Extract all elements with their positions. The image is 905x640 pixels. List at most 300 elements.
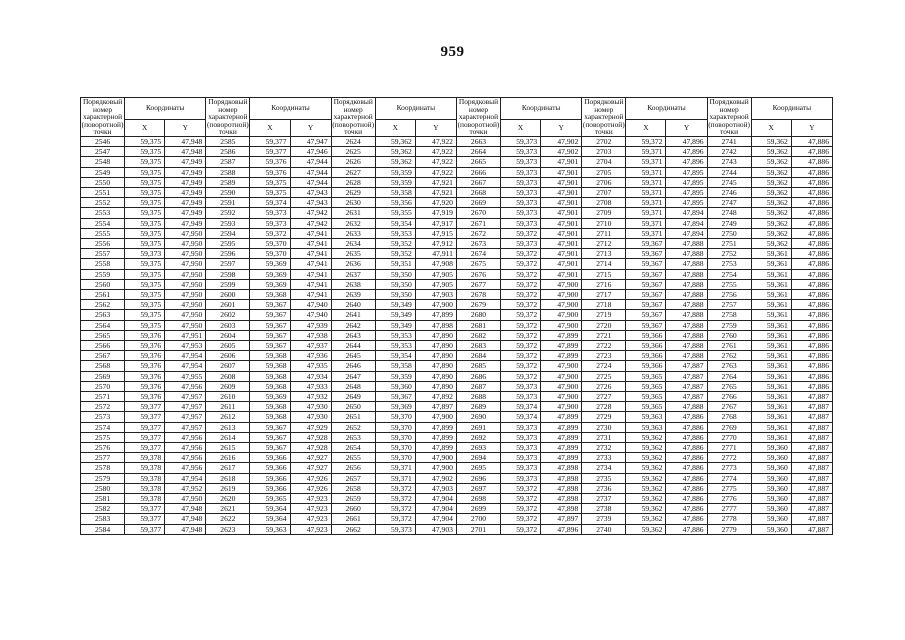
point-number: 2580: [81, 483, 125, 493]
y-value: 47,948: [165, 147, 206, 157]
x-value: 59,372: [375, 514, 415, 524]
x-value: 59,373: [375, 524, 415, 534]
x-value: 59,373: [501, 198, 541, 208]
point-number: 2723: [582, 351, 626, 361]
y-value: 47,923: [290, 494, 331, 504]
point-number: 2597: [206, 259, 250, 269]
x-value: 59,371: [626, 208, 666, 218]
y-value: 47,900: [541, 371, 582, 381]
y-value: 47,886: [666, 514, 707, 524]
y-value: 47,949: [165, 167, 206, 177]
x-value: 59,362: [751, 228, 791, 238]
x-value: 59,375: [125, 136, 165, 146]
table-body: [81, 136, 833, 534]
x-value: 59,362: [626, 443, 666, 453]
table-row: [81, 269, 833, 279]
y-header: Y: [666, 119, 707, 136]
y-value: 47,946: [290, 147, 331, 157]
point-number: 2592: [206, 208, 250, 218]
point-number: 2670: [456, 208, 500, 218]
x-value: 59,361: [751, 371, 791, 381]
point-number: 2610: [206, 392, 250, 402]
y-value: 47,898: [541, 473, 582, 483]
x-value: 59,370: [375, 432, 415, 442]
y-value: 47,936: [290, 351, 331, 361]
table-row: [81, 218, 833, 228]
x-value: 59,362: [375, 136, 415, 146]
y-value: 47,886: [791, 218, 832, 228]
point-number: 2585: [206, 136, 250, 146]
y-value: 47,886: [791, 290, 832, 300]
y-value: 47,928: [290, 443, 331, 453]
y-value: 47,886: [791, 177, 832, 187]
y-value: 47,886: [666, 473, 707, 483]
y-value: 47,948: [165, 514, 206, 524]
x-value: 59,373: [501, 147, 541, 157]
point-number: 2570: [81, 381, 125, 391]
table-row: [81, 483, 833, 493]
point-number: 2778: [707, 514, 751, 524]
y-value: 47,896: [666, 147, 707, 157]
x-value: 59,360: [751, 463, 791, 473]
x-value: 59,362: [751, 177, 791, 187]
y-value: 47,886: [666, 524, 707, 534]
y-value: 47,950: [165, 239, 206, 249]
y-value: 47,917: [415, 218, 456, 228]
y-value: 47,895: [666, 167, 707, 177]
point-number: 2608: [206, 371, 250, 381]
point-number: 2700: [456, 514, 500, 524]
x-value: 59,373: [250, 218, 290, 228]
x-value: 59,374: [501, 402, 541, 412]
x-header: X: [375, 119, 415, 136]
y-value: 47,892: [415, 392, 456, 402]
y-value: 47,948: [165, 136, 206, 146]
y-value: 47,900: [541, 320, 582, 330]
point-number: 2718: [582, 300, 626, 310]
x-value: 59,364: [250, 514, 290, 524]
y-value: 47,902: [415, 473, 456, 483]
x-value: 59,375: [125, 310, 165, 320]
x-value: 59,367: [626, 239, 666, 249]
point-number: 2716: [582, 279, 626, 289]
y-value: 47,898: [541, 483, 582, 493]
point-number: 2731: [582, 432, 626, 442]
x-value: 59,372: [626, 136, 666, 146]
x-value: 59,372: [501, 361, 541, 371]
point-number: 2552: [81, 198, 125, 208]
y-value: 47,899: [415, 422, 456, 432]
point-number: 2681: [456, 320, 500, 330]
y-value: 47,887: [791, 453, 832, 463]
x-value: 59,366: [250, 463, 290, 473]
x-value: 59,360: [751, 524, 791, 534]
x-value: 59,366: [626, 341, 666, 351]
x-value: 59,371: [626, 198, 666, 208]
x-value: 59,361: [751, 279, 791, 289]
x-value: 59,366: [626, 361, 666, 371]
y-value: 47,903: [415, 524, 456, 534]
y-value: 47,887: [791, 473, 832, 483]
y-value: 47,922: [415, 167, 456, 177]
point-number: 2726: [582, 381, 626, 391]
y-value: 47,933: [290, 381, 331, 391]
point-number: 2686: [456, 371, 500, 381]
point-number: 2743: [707, 157, 751, 167]
x-value: 59,372: [501, 269, 541, 279]
point-number: 2605: [206, 341, 250, 351]
x-value: 59,370: [375, 453, 415, 463]
y-value: 47,886: [666, 432, 707, 442]
point-number: 2599: [206, 279, 250, 289]
x-value: 59,367: [250, 320, 290, 330]
x-value: 59,367: [250, 300, 290, 310]
point-number: 2685: [456, 361, 500, 371]
x-value: 59,350: [375, 290, 415, 300]
table-row: [81, 524, 833, 534]
point-number: 2644: [331, 341, 375, 351]
y-value: 47,920: [415, 198, 456, 208]
point-number: 2689: [456, 402, 500, 412]
point-number: 2656: [331, 463, 375, 473]
point-number: 2645: [331, 351, 375, 361]
point-number: 2582: [81, 504, 125, 514]
x-value: 59,378: [125, 463, 165, 473]
point-number: 2749: [707, 218, 751, 228]
y-value: 47,901: [541, 198, 582, 208]
y-value: 47,886: [791, 228, 832, 238]
x-value: 59,372: [501, 290, 541, 300]
x-value: 59,370: [375, 443, 415, 453]
point-number: 2588: [206, 167, 250, 177]
x-header: X: [501, 119, 541, 136]
y-value: 47,930: [290, 412, 331, 422]
y-value: 47,901: [541, 228, 582, 238]
point-number: 2589: [206, 177, 250, 187]
y-value: 47,950: [165, 279, 206, 289]
point-number: 2560: [81, 279, 125, 289]
point-number: 2607: [206, 361, 250, 371]
y-value: 47,941: [290, 279, 331, 289]
point-number: 2598: [206, 269, 250, 279]
y-value: 47,886: [666, 494, 707, 504]
point-number: 2669: [456, 198, 500, 208]
point-number: 2642: [331, 320, 375, 330]
y-value: 47,901: [541, 218, 582, 228]
y-value: 47,956: [165, 381, 206, 391]
y-value: 47,887: [791, 422, 832, 432]
x-value: 59,365: [626, 381, 666, 391]
point-number: 2578: [81, 463, 125, 473]
y-value: 47,886: [791, 371, 832, 381]
table-row: [81, 310, 833, 320]
y-value: 47,940: [290, 310, 331, 320]
table-row: [81, 504, 833, 514]
point-number: 2648: [331, 381, 375, 391]
table-row: [81, 167, 833, 177]
point-number: 2633: [331, 228, 375, 238]
point-number: 2556: [81, 239, 125, 249]
x-header: X: [250, 119, 290, 136]
y-value: 47,900: [415, 453, 456, 463]
point-number: 2554: [81, 218, 125, 228]
point-number: 2572: [81, 402, 125, 412]
x-value: 59,361: [751, 422, 791, 432]
x-value: 59,377: [250, 147, 290, 157]
y-value: 47,923: [290, 524, 331, 534]
y-value: 47,956: [165, 453, 206, 463]
y-value: 47,949: [165, 187, 206, 197]
y-value: 47,903: [415, 290, 456, 300]
page-number: 959: [440, 44, 465, 60]
y-value: 47,941: [290, 290, 331, 300]
y-value: 47,930: [290, 402, 331, 412]
point-number: 2576: [81, 443, 125, 453]
y-value: 47,911: [415, 249, 456, 259]
x-value: 59,371: [375, 463, 415, 473]
point-number: 2664: [456, 147, 500, 157]
y-value: 47,956: [165, 443, 206, 453]
x-value: 59,373: [501, 432, 541, 442]
y-value: 47,899: [415, 432, 456, 442]
y-value: 47,895: [666, 177, 707, 187]
y-header: Y: [791, 119, 832, 136]
table-row: [81, 157, 833, 167]
point-number: 2594: [206, 228, 250, 238]
point-number: 2558: [81, 259, 125, 269]
point-number: 2775: [707, 483, 751, 493]
y-value: 47,899: [541, 341, 582, 351]
x-value: 59,373: [501, 463, 541, 473]
table-row: [81, 351, 833, 361]
x-value: 59,362: [751, 167, 791, 177]
y-value: 47,901: [541, 167, 582, 177]
point-number: 2590: [206, 187, 250, 197]
x-value: 59,363: [626, 412, 666, 422]
x-value: 59,372: [501, 524, 541, 534]
point-number: 2773: [707, 463, 751, 473]
point-number: 2617: [206, 463, 250, 473]
y-value: 47,899: [541, 453, 582, 463]
y-value: 47,943: [290, 187, 331, 197]
x-value: 59,359: [375, 167, 415, 177]
x-value: 59,366: [250, 483, 290, 493]
point-number: 2596: [206, 249, 250, 259]
point-number: 2575: [81, 432, 125, 442]
x-value: 59,362: [626, 524, 666, 534]
y-value: 47,904: [415, 494, 456, 504]
table-row: [81, 494, 833, 504]
x-value: 59,367: [250, 310, 290, 320]
x-value: 59,372: [375, 494, 415, 504]
point-number-header: Порядковый номер характерной (поворотной) точки: [206, 97, 249, 137]
point-number: 2643: [331, 330, 375, 340]
y-value: 47,899: [541, 330, 582, 340]
point-number: 2733: [582, 453, 626, 463]
y-value: 47,902: [541, 147, 582, 157]
y-value: 47,890: [415, 351, 456, 361]
point-number: 2729: [582, 412, 626, 422]
point-number: 2591: [206, 198, 250, 208]
point-number: 2606: [206, 351, 250, 361]
y-value: 47,896: [666, 136, 707, 146]
point-number: 2740: [582, 524, 626, 534]
point-number: 2583: [81, 514, 125, 524]
x-value: 59,362: [751, 157, 791, 167]
y-value: 47,886: [791, 330, 832, 340]
point-number: 2672: [456, 228, 500, 238]
x-value: 59,371: [626, 187, 666, 197]
table-row: [81, 371, 833, 381]
x-value: 59,371: [626, 177, 666, 187]
point-number: 2722: [582, 341, 626, 351]
point-number: 2632: [331, 218, 375, 228]
y-value: 47,900: [541, 290, 582, 300]
x-value: 59,371: [626, 167, 666, 177]
point-number: 2704: [582, 157, 626, 167]
y-value: 47,888: [666, 269, 707, 279]
y-value: 47,901: [541, 269, 582, 279]
y-value: 47,950: [165, 259, 206, 269]
y-value: 47,899: [541, 412, 582, 422]
x-value: 59,358: [375, 361, 415, 371]
x-value: 59,362: [626, 494, 666, 504]
point-number: 2640: [331, 300, 375, 310]
point-number: 2634: [331, 239, 375, 249]
y-value: 47,899: [415, 310, 456, 320]
x-value: 59,361: [751, 392, 791, 402]
x-value: 59,360: [751, 483, 791, 493]
point-number: 2571: [81, 392, 125, 402]
y-value: 47,904: [415, 504, 456, 514]
table-row: [81, 432, 833, 442]
x-value: 59,361: [751, 361, 791, 371]
y-value: 47,888: [666, 351, 707, 361]
point-number: 2593: [206, 218, 250, 228]
y-value: 47,951: [165, 330, 206, 340]
point-number: 2655: [331, 453, 375, 463]
y-value: 47,950: [165, 494, 206, 504]
table-row: [81, 341, 833, 351]
y-value: 47,937: [290, 341, 331, 351]
x-value: 59,365: [626, 371, 666, 381]
x-value: 59,375: [125, 218, 165, 228]
x-value: 59,362: [751, 187, 791, 197]
y-value: 47,886: [791, 167, 832, 177]
point-number-header: Порядковый номер характерной (поворотной) точки: [81, 97, 124, 137]
point-number: 2615: [206, 443, 250, 453]
coordinates-header: Координаты: [501, 98, 582, 120]
x-value: 59,363: [250, 524, 290, 534]
x-value: 59,360: [751, 453, 791, 463]
y-value: 47,952: [165, 483, 206, 493]
x-value: 59,361: [751, 320, 791, 330]
y-value: 47,886: [791, 269, 832, 279]
point-number: 2687: [456, 381, 500, 391]
x-value: 59,365: [250, 494, 290, 504]
x-value: 59,377: [125, 412, 165, 422]
x-value: 59,361: [751, 381, 791, 391]
point-number: 2767: [707, 402, 751, 412]
point-number: 2568: [81, 361, 125, 371]
x-value: 59,367: [250, 341, 290, 351]
point-number: 2748: [707, 208, 751, 218]
point-number: 2702: [582, 136, 626, 146]
x-value: 59,361: [751, 249, 791, 259]
y-value: 47,886: [666, 453, 707, 463]
y-value: 47,887: [791, 443, 832, 453]
table-row: [81, 239, 833, 249]
x-value: 59,361: [751, 341, 791, 351]
point-number: 2745: [707, 177, 751, 187]
y-value: 47,886: [666, 443, 707, 453]
table-row: [81, 136, 833, 146]
point-number: 2674: [456, 249, 500, 259]
x-value: 59,375: [250, 177, 290, 187]
point-number: 2755: [707, 279, 751, 289]
y-value: 47,887: [791, 504, 832, 514]
x-value: 59,376: [125, 351, 165, 361]
x-value: 59,367: [626, 259, 666, 269]
x-value: 59,362: [751, 198, 791, 208]
point-number: 2563: [81, 310, 125, 320]
x-value: 59,359: [375, 177, 415, 187]
y-value: 47,886: [791, 381, 832, 391]
y-value: 47,896: [541, 524, 582, 534]
x-value: 59,375: [125, 198, 165, 208]
x-value: 59,362: [751, 147, 791, 157]
x-value: 59,351: [375, 259, 415, 269]
x-value: 59,377: [125, 514, 165, 524]
y-value: 47,950: [165, 320, 206, 330]
x-value: 59,354: [375, 351, 415, 361]
y-value: 47,886: [791, 187, 832, 197]
x-value: 59,376: [125, 341, 165, 351]
point-number: 2746: [707, 187, 751, 197]
x-value: 59,369: [250, 392, 290, 402]
point-number: 2765: [707, 381, 751, 391]
y-value: 47,927: [290, 463, 331, 473]
point-number: 2611: [206, 402, 250, 412]
x-value: 59,353: [375, 341, 415, 351]
y-value: 47,950: [165, 310, 206, 320]
x-value: 59,373: [501, 443, 541, 453]
point-number: 2691: [456, 422, 500, 432]
x-value: 59,378: [125, 453, 165, 463]
x-value: 59,371: [626, 157, 666, 167]
point-number: 2769: [707, 422, 751, 432]
x-value: 59,376: [125, 330, 165, 340]
point-number: 2671: [456, 218, 500, 228]
y-value: 47,922: [415, 147, 456, 157]
x-value: 59,376: [250, 167, 290, 177]
x-value: 59,362: [626, 453, 666, 463]
point-number: 2559: [81, 269, 125, 279]
point-number: 2774: [707, 473, 751, 483]
point-number: 2616: [206, 453, 250, 463]
y-value: 47,888: [666, 300, 707, 310]
y-value: 47,890: [415, 371, 456, 381]
point-number-header: Порядковый номер характерной (поворотной) точки: [332, 97, 375, 137]
y-value: 47,901: [541, 187, 582, 197]
x-value: 59,376: [250, 157, 290, 167]
table-row: [81, 259, 833, 269]
y-value: 47,905: [415, 269, 456, 279]
y-value: 47,915: [415, 228, 456, 238]
y-value: 47,942: [290, 208, 331, 218]
y-value: 47,901: [541, 208, 582, 218]
x-value: 59,368: [250, 351, 290, 361]
